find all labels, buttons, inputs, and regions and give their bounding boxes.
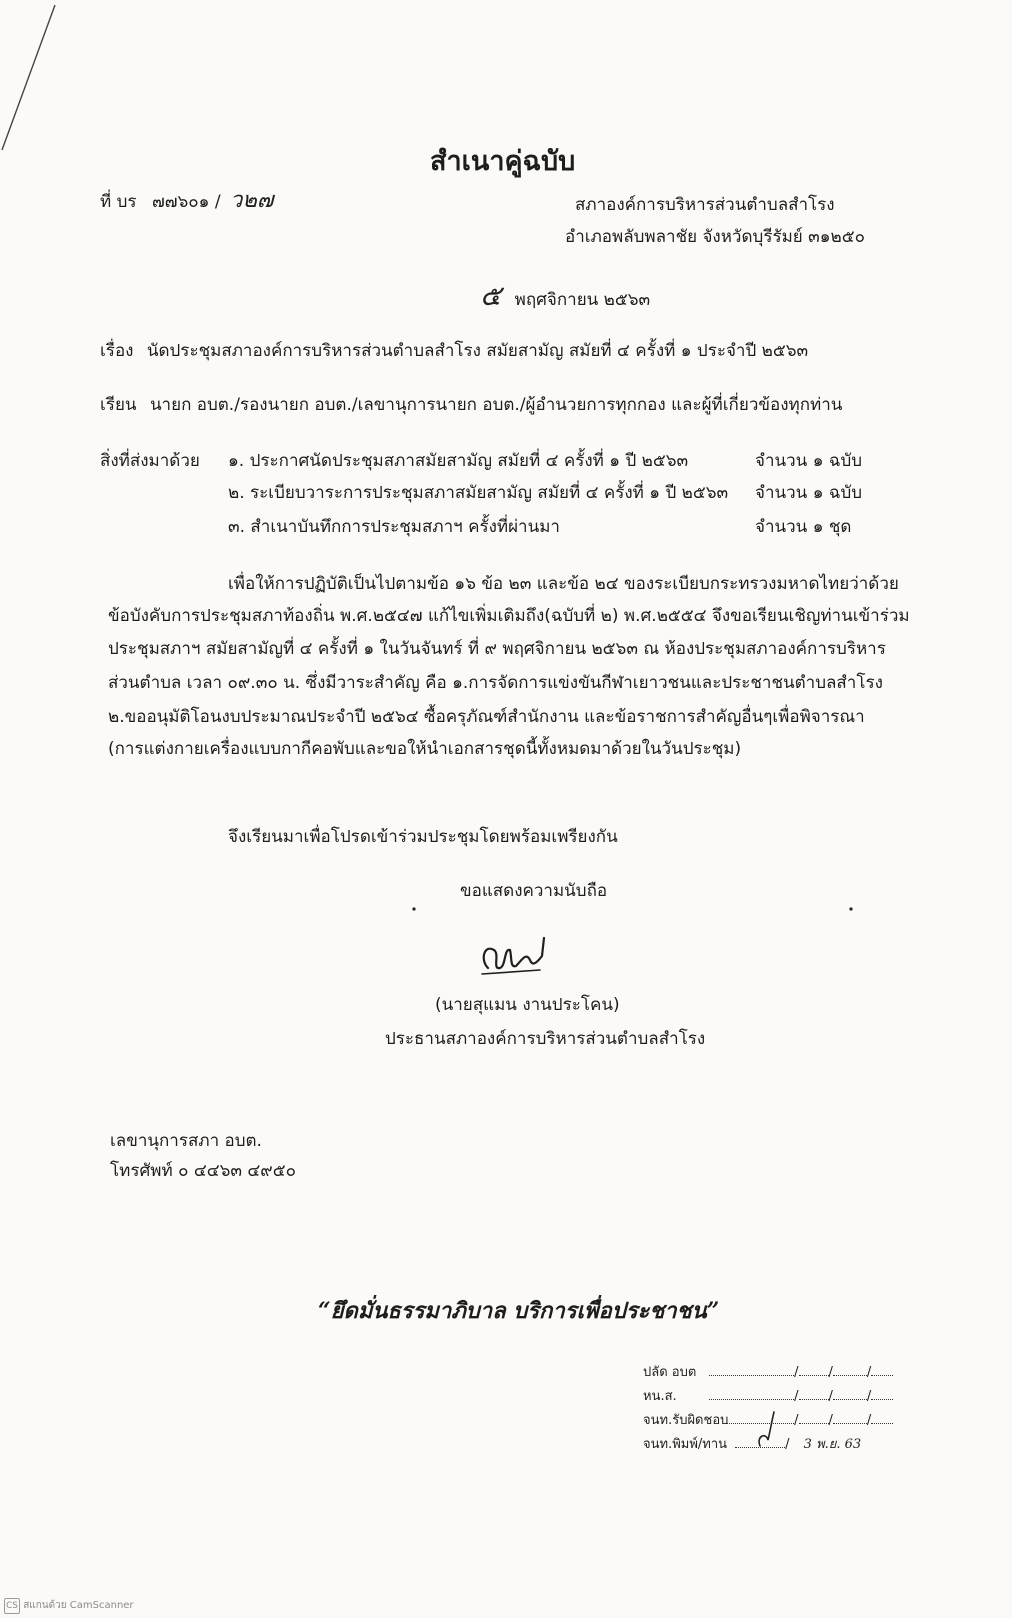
subject-label: เรื่อง xyxy=(100,341,134,361)
page-crease-mark xyxy=(0,0,80,160)
scan-speck xyxy=(847,905,855,913)
org-address: อำเภอพลับพลาชัย จังหวัดบุรีรัมย์ ๓๑๒๕๐ xyxy=(565,227,866,247)
salutation-label: เรียน xyxy=(100,395,137,415)
reference-line xyxy=(100,190,273,213)
handwritten-signature xyxy=(470,930,560,985)
enclosure-qty: จำนวน ๑ ชุด xyxy=(755,517,852,537)
date-month-year: พฤศจิกายน ๒๕๖๓ xyxy=(514,290,651,310)
routing-label: ปลัด อบต xyxy=(643,1365,697,1380)
body-line: ๒.ขออนุมัติโอนงบประมาณประจำปี ๒๕๖๔ ซื้อครุภัณฑ์สำนักงาน และข้อราชการสำคัญอื่นๆเพื่อพิจารณา xyxy=(108,707,865,727)
org-name: สภาองค์การบริหารส่วนตำบลสำโรง xyxy=(575,195,835,215)
reference-label: ที่ บร xyxy=(100,192,137,212)
reference-handwritten: ว๒๗ xyxy=(230,188,274,213)
enclosure-qty: จำนวน ๑ ฉบับ xyxy=(755,483,863,503)
scanner-watermark xyxy=(4,1598,134,1614)
body-line: (การแต่งกายเครื่องแบบกากีคอพับและขอให้นำเอกสารชุดนี้ทั้งหมดมาด้วยในวันประชุม) xyxy=(108,739,742,759)
routing-label: จนท.รับผิดชอบ xyxy=(643,1413,729,1428)
scanner-badge: CS xyxy=(4,1598,20,1614)
reference-number: ๗๗๖๐๑ / xyxy=(151,192,221,212)
salutation-line xyxy=(100,394,842,416)
motto: “ยึดมั่นธรรมาภิบาล บริการเพื่อประชาชน” xyxy=(318,1298,720,1324)
routing-label: หน.ส. xyxy=(643,1389,677,1404)
date-day-handwritten: ๕ xyxy=(480,279,502,312)
scanner-watermark-text: สแกนด้วย CamScanner xyxy=(23,1600,134,1611)
contact-office: เลขานุการสภา อบต. xyxy=(110,1131,262,1151)
routing-handwritten-date: 3 พ.ย. 63 xyxy=(803,1437,862,1452)
routing-row: จนท.รับผิดชอบ / / / xyxy=(643,1411,893,1430)
signer-name: (นายสุแมน งานประโคน) xyxy=(435,995,620,1015)
body-line: ส่วนตำบล เวลา ๐๙.๓๐ น. ซึ่งมีวาระสำคัญ คือ ๑.การจัดการแข่งขันกีฬาเยาวชนและประชาชนตำบลสำโรง xyxy=(108,673,883,693)
routing-row: ปลัด อบต / / / xyxy=(643,1363,893,1382)
closing-sentence: จึงเรียนมาเพื่อโปรดเข้าร่วมประชุมโดยพร้อมเพรียงกัน xyxy=(228,827,618,847)
routing-row: หน.ส. / / / xyxy=(643,1387,893,1406)
routing-initials-mark xyxy=(752,1406,782,1454)
subject-line xyxy=(100,340,808,362)
document-heading: สำเนาคู่ฉบับ xyxy=(430,146,576,177)
body-line: ข้อบังคับการประชุมสภาท้องถิ่น พ.ศ.๒๕๔๗ แก้ไขเพิ่มเติมถึง(ฉบับที่ ๒) พ.ศ.๒๕๕๔ จึงขอเรียนเชิญท่านเข้าร่วม xyxy=(108,606,910,626)
regards: ขอแสดงความนับถือ xyxy=(460,881,608,901)
routing-row: จนท.พิมพ์/ทาน / 3 พ.ย. 63 xyxy=(643,1437,862,1452)
enclosure-item: ๒. ระเบียบวาระการประชุมสภาสมัยสามัญ สมัยที่ ๔ ครั้งที่ ๑ ปี ๒๕๖๓ xyxy=(228,483,729,503)
body-line: ประชุมสภาฯ สมัยสามัญที่ ๔ ครั้งที่ ๑ ในวันจันทร์ ที่ ๙ พฤศจิกายน ๒๕๖๓ ณ ห้องประชุมสภาองค์การบริหาร xyxy=(108,639,886,659)
enclosure-item: ๓. สำเนาบันทึกการประชุมสภาฯ ครั้งที่ผ่านมา xyxy=(228,517,560,537)
body-line: เพื่อให้การปฏิบัติเป็นไปตามข้อ ๑๖ ข้อ ๒๓ และข้อ ๒๔ ของระเบียบกระทรวงมหาดไทยว่าด้วย xyxy=(228,574,899,594)
enclosures-label: สิ่งที่ส่งมาด้วย xyxy=(100,451,200,471)
salutation-text: นายก อบต./รองนายก อบต./เลขานุการนายก อบต./ผู้อำนวยการทุกกอง และผู้ที่เกี่ยวข้องทุกท่าน xyxy=(149,395,843,415)
signer-title: ประธานสภาองค์การบริหารส่วนตำบลสำโรง xyxy=(385,1029,706,1049)
document-date xyxy=(480,279,651,312)
scan-speck xyxy=(410,905,418,913)
subject-text: นัดประชุมสภาองค์การบริหารส่วนตำบลสำโรง สมัยสามัญ สมัยที่ ๔ ครั้งที่ ๑ ประจำปี ๒๕๖๓ xyxy=(146,341,809,361)
contact-phone: โทรศัพท์ ๐ ๔๔๖๓ ๔๙๕๐ xyxy=(110,1161,296,1181)
enclosure-qty: จำนวน ๑ ฉบับ xyxy=(755,451,863,471)
enclosure-item: ๑. ประกาศนัดประชุมสภาสมัยสามัญ สมัยที่ ๔ ครั้งที่ ๑ ปี ๒๕๖๓ xyxy=(228,451,689,471)
routing-label: จนท.พิมพ์/ทาน xyxy=(643,1437,728,1452)
